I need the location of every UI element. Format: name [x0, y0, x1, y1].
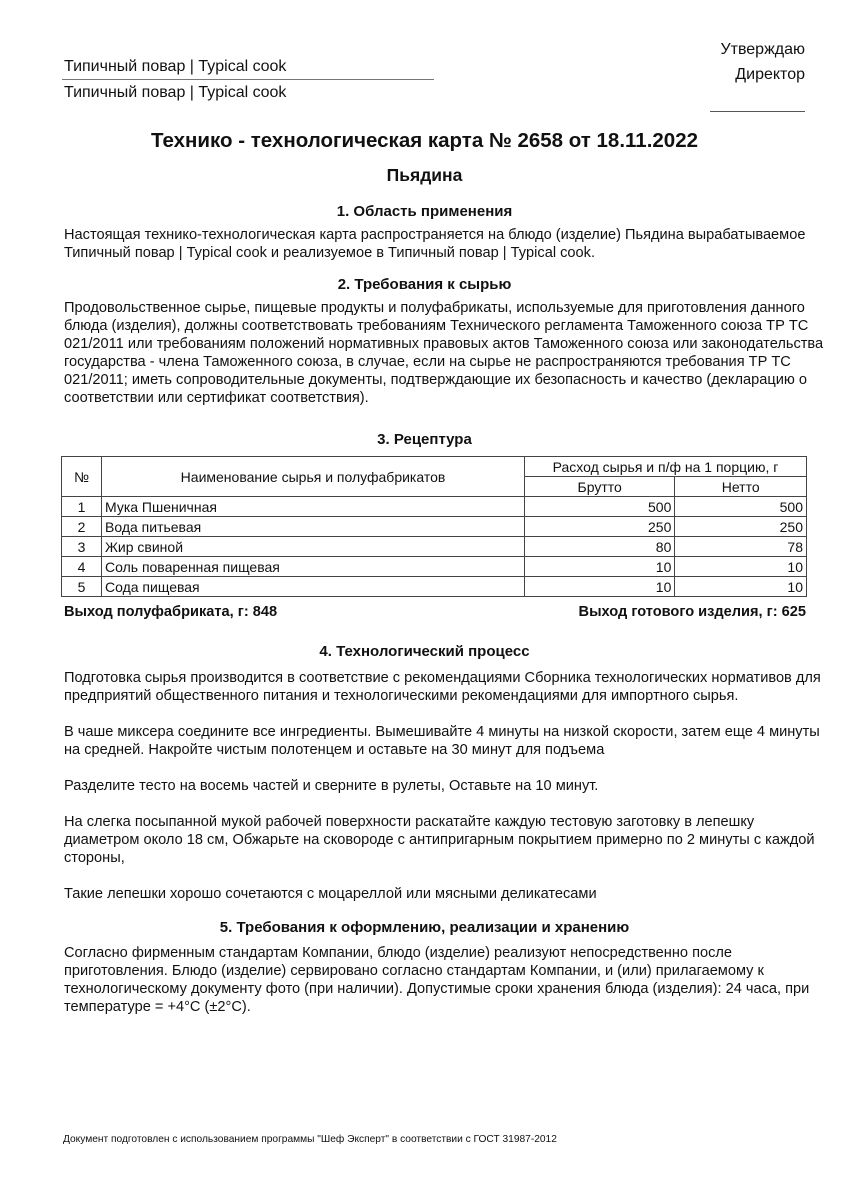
section-heading-scope: 1. Область применения [336, 203, 513, 220]
row-gross: 500 [525, 497, 675, 517]
signature-line [710, 111, 805, 112]
row-gross: 10 [525, 557, 675, 577]
organization-underline [62, 79, 434, 80]
table-row [62, 537, 807, 557]
table-row [62, 577, 807, 597]
column-header-gross: Брутто [525, 477, 675, 497]
table-row [62, 557, 807, 577]
organization-name-secondary: Типичный повар | Typical cook [64, 84, 287, 101]
column-header-name: Наименование сырья и полуфабрикатов [102, 457, 525, 497]
recipe-table [61, 456, 807, 597]
section-heading-process: 4. Технологический процесс [319, 643, 530, 660]
row-name: Вода питьевая [102, 517, 525, 537]
row-num: 3 [62, 537, 102, 557]
scope-text: Настоящая технико-технологическая карта распространяется на блюдо (изделие) Пьядина вырабатываемое Типичный повар | Typical cook и реализуемое в Типичный повар | Typical cook. [64, 227, 806, 261]
column-header-consumption: Расход сырья и п/ф на 1 порцию, г [525, 457, 807, 477]
row-num: 4 [62, 557, 102, 577]
table-row [62, 497, 807, 517]
process-paragraph: Такие лепешки хорошо сочетаются с моцареллой или мясными деликатесами [64, 886, 597, 902]
document-title: Технико - технологическая карта № 2658 от 18.11.2022 [151, 129, 698, 152]
column-header-num: № [62, 457, 102, 497]
column-header-net: Нетто [675, 477, 807, 497]
row-net: 78 [675, 537, 807, 557]
table-row [62, 517, 807, 537]
row-num: 1 [62, 497, 102, 517]
process-paragraph: Подготовка сырья производится в соответствие с рекомендациями Сборника технологических нормативов для предприятий общественного питания и технологическими рекомендациями для импортного сырья. [64, 670, 821, 704]
row-net: 10 [675, 557, 807, 577]
raw-requirements-text: Продовольственное сырье, пищевые продукты и полуфабрикаты, используемые для приготовления данного блюда (изделия), должны соответствовать требованиям Технического регламента Таможенного союза ТР ТС 021/2011 или требованиям положений нормативных правовых актов Таможенного союза или законодательства государства - члена Таможенного союза, в случае, если на сырье не распространяются требования ТР ТС 021/2011; иметь сопроводительные документы, подтверждающие их безопасность и качество (декларацию о соответствии или сертификат соответствия). [64, 300, 824, 406]
organization-name: Типичный повар | Typical cook [64, 58, 287, 75]
row-net: 250 [675, 517, 807, 537]
row-name: Соль поваренная пищевая [102, 557, 525, 577]
row-gross: 250 [525, 517, 675, 537]
process-paragraph: В чаше миксера соедините все ингредиенты. Вымешивайте 4 минуты на низкой скорости, затем еще 4 минуты на средней. Накройте чистым полотенцем и оставьте на 30 минут для подъема [64, 724, 820, 758]
table-header-row [62, 457, 807, 477]
row-net: 10 [675, 577, 807, 597]
storage-text: Согласно фирменным стандартам Компании, блюдо (изделие) реализуют непосредственно после приготовления. Блюдо (изделие) сервировано согласно стандартам Компании, и (или) прилагаемому к технологическому документу фото (при наличии). Допустимые сроки хранения блюда (изделия): 24 часа, при температуре = +4°C (±2°C). [64, 945, 810, 1015]
process-paragraph: На слегка посыпанной мукой рабочей поверхности раскатайте каждую тестовую заготовку в лепешку диаметром около 18 см, Обжарьте на сковороде с антипригарным покрытием примерно по 2 минуты с каждой стороны, [64, 814, 815, 866]
row-net: 500 [675, 497, 807, 517]
row-gross: 10 [525, 577, 675, 597]
process-paragraph: Разделите тесто на восемь частей и сверните в рулеты, Оставьте на 10 минут. [64, 778, 599, 794]
row-num: 2 [62, 517, 102, 537]
row-name: Мука Пшеничная [102, 497, 525, 517]
dish-name: Пьядина [386, 165, 463, 185]
row-name: Сода пищевая [102, 577, 525, 597]
section-heading-recipe: 3. Рецептура [377, 431, 472, 448]
approve-label: Утверждаю [720, 41, 805, 58]
footer-note: Документ подготовлен с использованием программы "Шеф Эксперт" в соответствии с ГОСТ 31987-2012 [63, 1134, 557, 1145]
row-gross: 80 [525, 537, 675, 557]
semi-product-yield: Выход полуфабриката, г: 848 [64, 604, 278, 620]
finished-yield: Выход готового изделия, г: 625 [578, 604, 806, 620]
section-heading-storage: 5. Требования к оформлению, реализации и хранению [219, 919, 630, 936]
row-num: 5 [62, 577, 102, 597]
approve-position: Директор [735, 66, 805, 83]
row-name: Жир свиной [102, 537, 525, 557]
section-heading-raw-requirements: 2. Требования к сырью [337, 276, 512, 293]
